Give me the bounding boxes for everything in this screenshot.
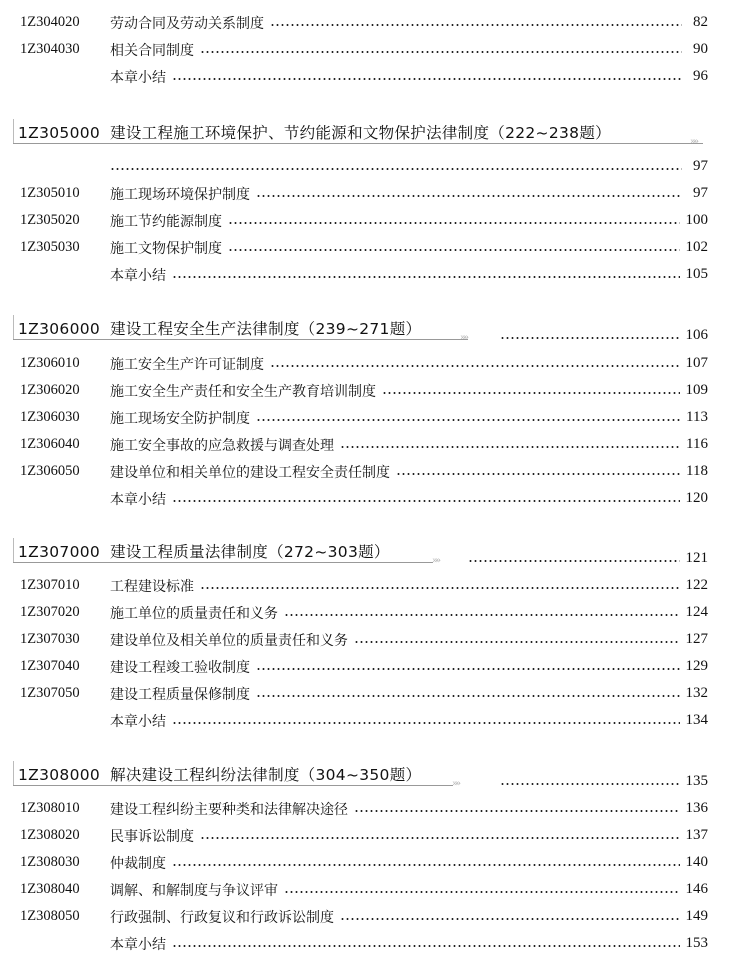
- chapter-heading: [0, 117, 730, 149]
- page-number: 137: [685, 827, 708, 843]
- toc-entry[interactable]: [0, 849, 730, 876]
- entry-title: 本章小结: [110, 267, 166, 284]
- chapter-code: 1Z307000: [18, 543, 101, 561]
- toc-entry[interactable]: [0, 431, 730, 458]
- chapter-heading: [0, 536, 730, 568]
- entry-title: 施工安全生产责任和安全生产教育培训制度: [110, 383, 376, 400]
- page-number: 90: [693, 41, 708, 57]
- chapter-page-row[interactable]: [500, 773, 708, 790]
- dot-leader: [270, 24, 682, 26]
- page-number: 153: [685, 935, 708, 951]
- dot-leader: [340, 446, 680, 448]
- entry-title: 建设单位及相关单位的质量责任和义务: [110, 632, 348, 649]
- entry-title: 本章小结: [110, 713, 166, 730]
- dot-leader: [172, 864, 680, 866]
- chapter-heading: [0, 313, 730, 345]
- page-number: 102: [685, 239, 708, 255]
- toc-entry[interactable]: [0, 903, 730, 930]
- entry-title: 施工现场安全防护制度: [110, 410, 250, 427]
- page-number: 82: [693, 14, 708, 30]
- chapter-title: 建设工程质量法律制度（272~303题）: [110, 543, 390, 561]
- chapter-code: 1Z306000: [18, 320, 101, 338]
- toc-entry[interactable]: [0, 377, 730, 404]
- page-number: 124: [685, 604, 708, 620]
- dot-leader: [256, 195, 682, 197]
- dot-leader: [172, 945, 680, 947]
- entry-title: 建设工程纠纷主要种类和法律解决途径: [110, 801, 348, 818]
- entry-title: 施工安全事故的应急救援与调查处理: [110, 437, 334, 454]
- page-number: 136: [685, 800, 708, 816]
- entry-code: 1Z307030: [20, 631, 80, 647]
- entry-code: 1Z305010: [20, 185, 80, 201]
- dot-leader: [200, 837, 680, 839]
- heading-rule: [13, 143, 703, 144]
- arrow-icon: »»: [452, 779, 460, 789]
- chapter-page-row[interactable]: [500, 327, 708, 344]
- dot-leader: [172, 722, 680, 724]
- entry-title: 调解、和解制度与争议评审: [110, 882, 278, 899]
- page-number: 121: [685, 550, 708, 566]
- chapter-1z306000: [0, 313, 730, 512]
- arrow-icon: »»: [690, 137, 698, 147]
- chapter-1z307000: [0, 536, 730, 734]
- chapter-1z308000: [0, 759, 730, 957]
- dot-leader: [340, 918, 680, 920]
- toc-entry[interactable]: [0, 485, 730, 512]
- toc-entry[interactable]: [0, 626, 730, 653]
- toc-entry[interactable]: [0, 795, 730, 822]
- page-number: 100: [685, 212, 708, 228]
- page-number: 120: [685, 490, 708, 506]
- toc-entry[interactable]: [0, 404, 730, 431]
- dot-leader: [228, 222, 680, 224]
- dot-leader: [110, 168, 682, 170]
- toc-entry[interactable]: [0, 63, 730, 90]
- page-number: 146: [685, 881, 708, 897]
- toc-entry[interactable]: [0, 36, 730, 63]
- entry-code: 1Z308030: [20, 854, 80, 870]
- entry-code: 1Z304030: [20, 41, 80, 57]
- page-number: 97: [693, 158, 708, 174]
- dot-leader: [500, 337, 680, 339]
- entry-title: 施工节约能源制度: [110, 213, 222, 230]
- toc-entry[interactable]: [0, 876, 730, 903]
- toc-entry[interactable]: [0, 261, 730, 288]
- heading-rule: [13, 339, 468, 340]
- dot-leader: [284, 891, 680, 893]
- page-number: 96: [693, 68, 708, 84]
- dot-leader: [396, 473, 680, 475]
- entry-code: 1Z307050: [20, 685, 80, 701]
- toc-entry[interactable]: [0, 930, 730, 957]
- dot-leader: [172, 78, 682, 80]
- toc-entry[interactable]: [0, 599, 730, 626]
- entry-code: 1Z306020: [20, 382, 80, 398]
- toc-entry[interactable]: [0, 680, 730, 707]
- entry-title: 相关合同制度: [110, 42, 194, 59]
- entry-code: 1Z307020: [20, 604, 80, 620]
- entry-code: 1Z308040: [20, 881, 80, 897]
- dot-leader: [354, 810, 680, 812]
- entry-title: 建设工程竣工验收制度: [110, 659, 250, 676]
- dot-leader: [354, 641, 680, 643]
- chapter-page-row[interactable]: [0, 153, 730, 180]
- toc-entry[interactable]: [0, 653, 730, 680]
- toc-entry[interactable]: [0, 458, 730, 485]
- entry-title: 施工单位的质量责任和义务: [110, 605, 278, 622]
- page-number: 109: [685, 382, 708, 398]
- entry-code: 1Z306010: [20, 355, 80, 371]
- entry-title: 工程建设标准: [110, 578, 194, 595]
- dot-leader: [382, 392, 680, 394]
- entry-code: 1Z308020: [20, 827, 80, 843]
- entry-title: 施工现场环境保护制度: [110, 186, 250, 203]
- page-number: 116: [686, 436, 708, 452]
- entry-code: 1Z306040: [20, 436, 80, 452]
- entry-title: 建设工程质量保修制度: [110, 686, 250, 703]
- toc-entry[interactable]: [0, 9, 730, 36]
- heading-rule: [13, 562, 433, 563]
- entry-code: 1Z305020: [20, 212, 80, 228]
- entry-title: 本章小结: [110, 491, 166, 508]
- entry-title: 行政强制、行政复议和行政诉讼制度: [110, 909, 334, 926]
- entry-title: 施工文物保护制度: [110, 240, 222, 257]
- dot-leader: [172, 276, 680, 278]
- toc-entry[interactable]: [0, 180, 730, 207]
- arrow-icon: »»: [460, 333, 468, 343]
- entry-code: 1Z306030: [20, 409, 80, 425]
- entry-code: 1Z306050: [20, 463, 80, 479]
- entry-code: 1Z307010: [20, 577, 80, 593]
- top-entries: [0, 9, 730, 90]
- toc-entry[interactable]: [0, 234, 730, 261]
- dot-leader: [256, 668, 680, 670]
- page-number: 134: [685, 712, 708, 728]
- entry-title: 本章小结: [110, 936, 166, 953]
- toc-entry[interactable]: [0, 822, 730, 849]
- chapter-code: 1Z305000: [18, 124, 101, 142]
- page-number: 132: [685, 685, 708, 701]
- chapter-title: 建设工程安全生产法律制度（239~271题）: [110, 320, 422, 338]
- dot-leader: [256, 419, 680, 421]
- chapter-1z305000: [0, 117, 730, 288]
- entry-code: 1Z307040: [20, 658, 80, 674]
- entry-title: 劳动合同及劳动关系制度: [110, 15, 264, 32]
- page-number: 113: [686, 409, 708, 425]
- chapter-title: 建设工程施工环境保护、节约能源和文物保护法律制度（222~238题）: [110, 124, 611, 142]
- chapter-page-row[interactable]: [468, 550, 708, 567]
- page-number: 129: [685, 658, 708, 674]
- chapter-code: 1Z308000: [18, 766, 101, 784]
- chapter-title: 解决建设工程纠纷法律制度（304~350题）: [110, 766, 422, 784]
- entry-code: 1Z308010: [20, 800, 80, 816]
- toc-entry[interactable]: [0, 350, 730, 377]
- entry-title: 仲裁制度: [110, 855, 166, 872]
- arrow-icon: »»: [432, 556, 440, 566]
- page-number: 140: [685, 854, 708, 870]
- entry-title: 民事诉讼制度: [110, 828, 194, 845]
- entry-code: 1Z305030: [20, 239, 80, 255]
- entry-title: 建设单位和相关单位的建设工程安全责任制度: [110, 464, 390, 481]
- page-number: 106: [685, 327, 708, 343]
- heading-rule: [13, 785, 453, 786]
- chapter-heading: [0, 759, 730, 791]
- page-number: 122: [685, 577, 708, 593]
- entry-code: 1Z304020: [20, 14, 80, 30]
- entry-code: 1Z308050: [20, 908, 80, 924]
- page-number: 97: [693, 185, 708, 201]
- page-number: 105: [685, 266, 708, 282]
- dot-leader: [228, 249, 680, 251]
- page-number: 149: [685, 908, 708, 924]
- page-number: 118: [686, 463, 708, 479]
- entry-title: 施工安全生产许可证制度: [110, 356, 264, 373]
- toc-entry[interactable]: [0, 707, 730, 734]
- dot-leader: [500, 783, 680, 785]
- entry-title: 本章小结: [110, 69, 166, 86]
- dot-leader: [200, 587, 680, 589]
- dot-leader: [256, 695, 680, 697]
- toc-entry[interactable]: [0, 207, 730, 234]
- dot-leader: [172, 500, 680, 502]
- page-number: 127: [685, 631, 708, 647]
- page-number: 107: [685, 355, 708, 371]
- toc-entry[interactable]: [0, 572, 730, 599]
- dot-leader: [468, 560, 680, 562]
- page-number: 135: [685, 773, 708, 789]
- dot-leader: [270, 365, 680, 367]
- dot-leader: [200, 51, 682, 53]
- dot-leader: [284, 614, 680, 616]
